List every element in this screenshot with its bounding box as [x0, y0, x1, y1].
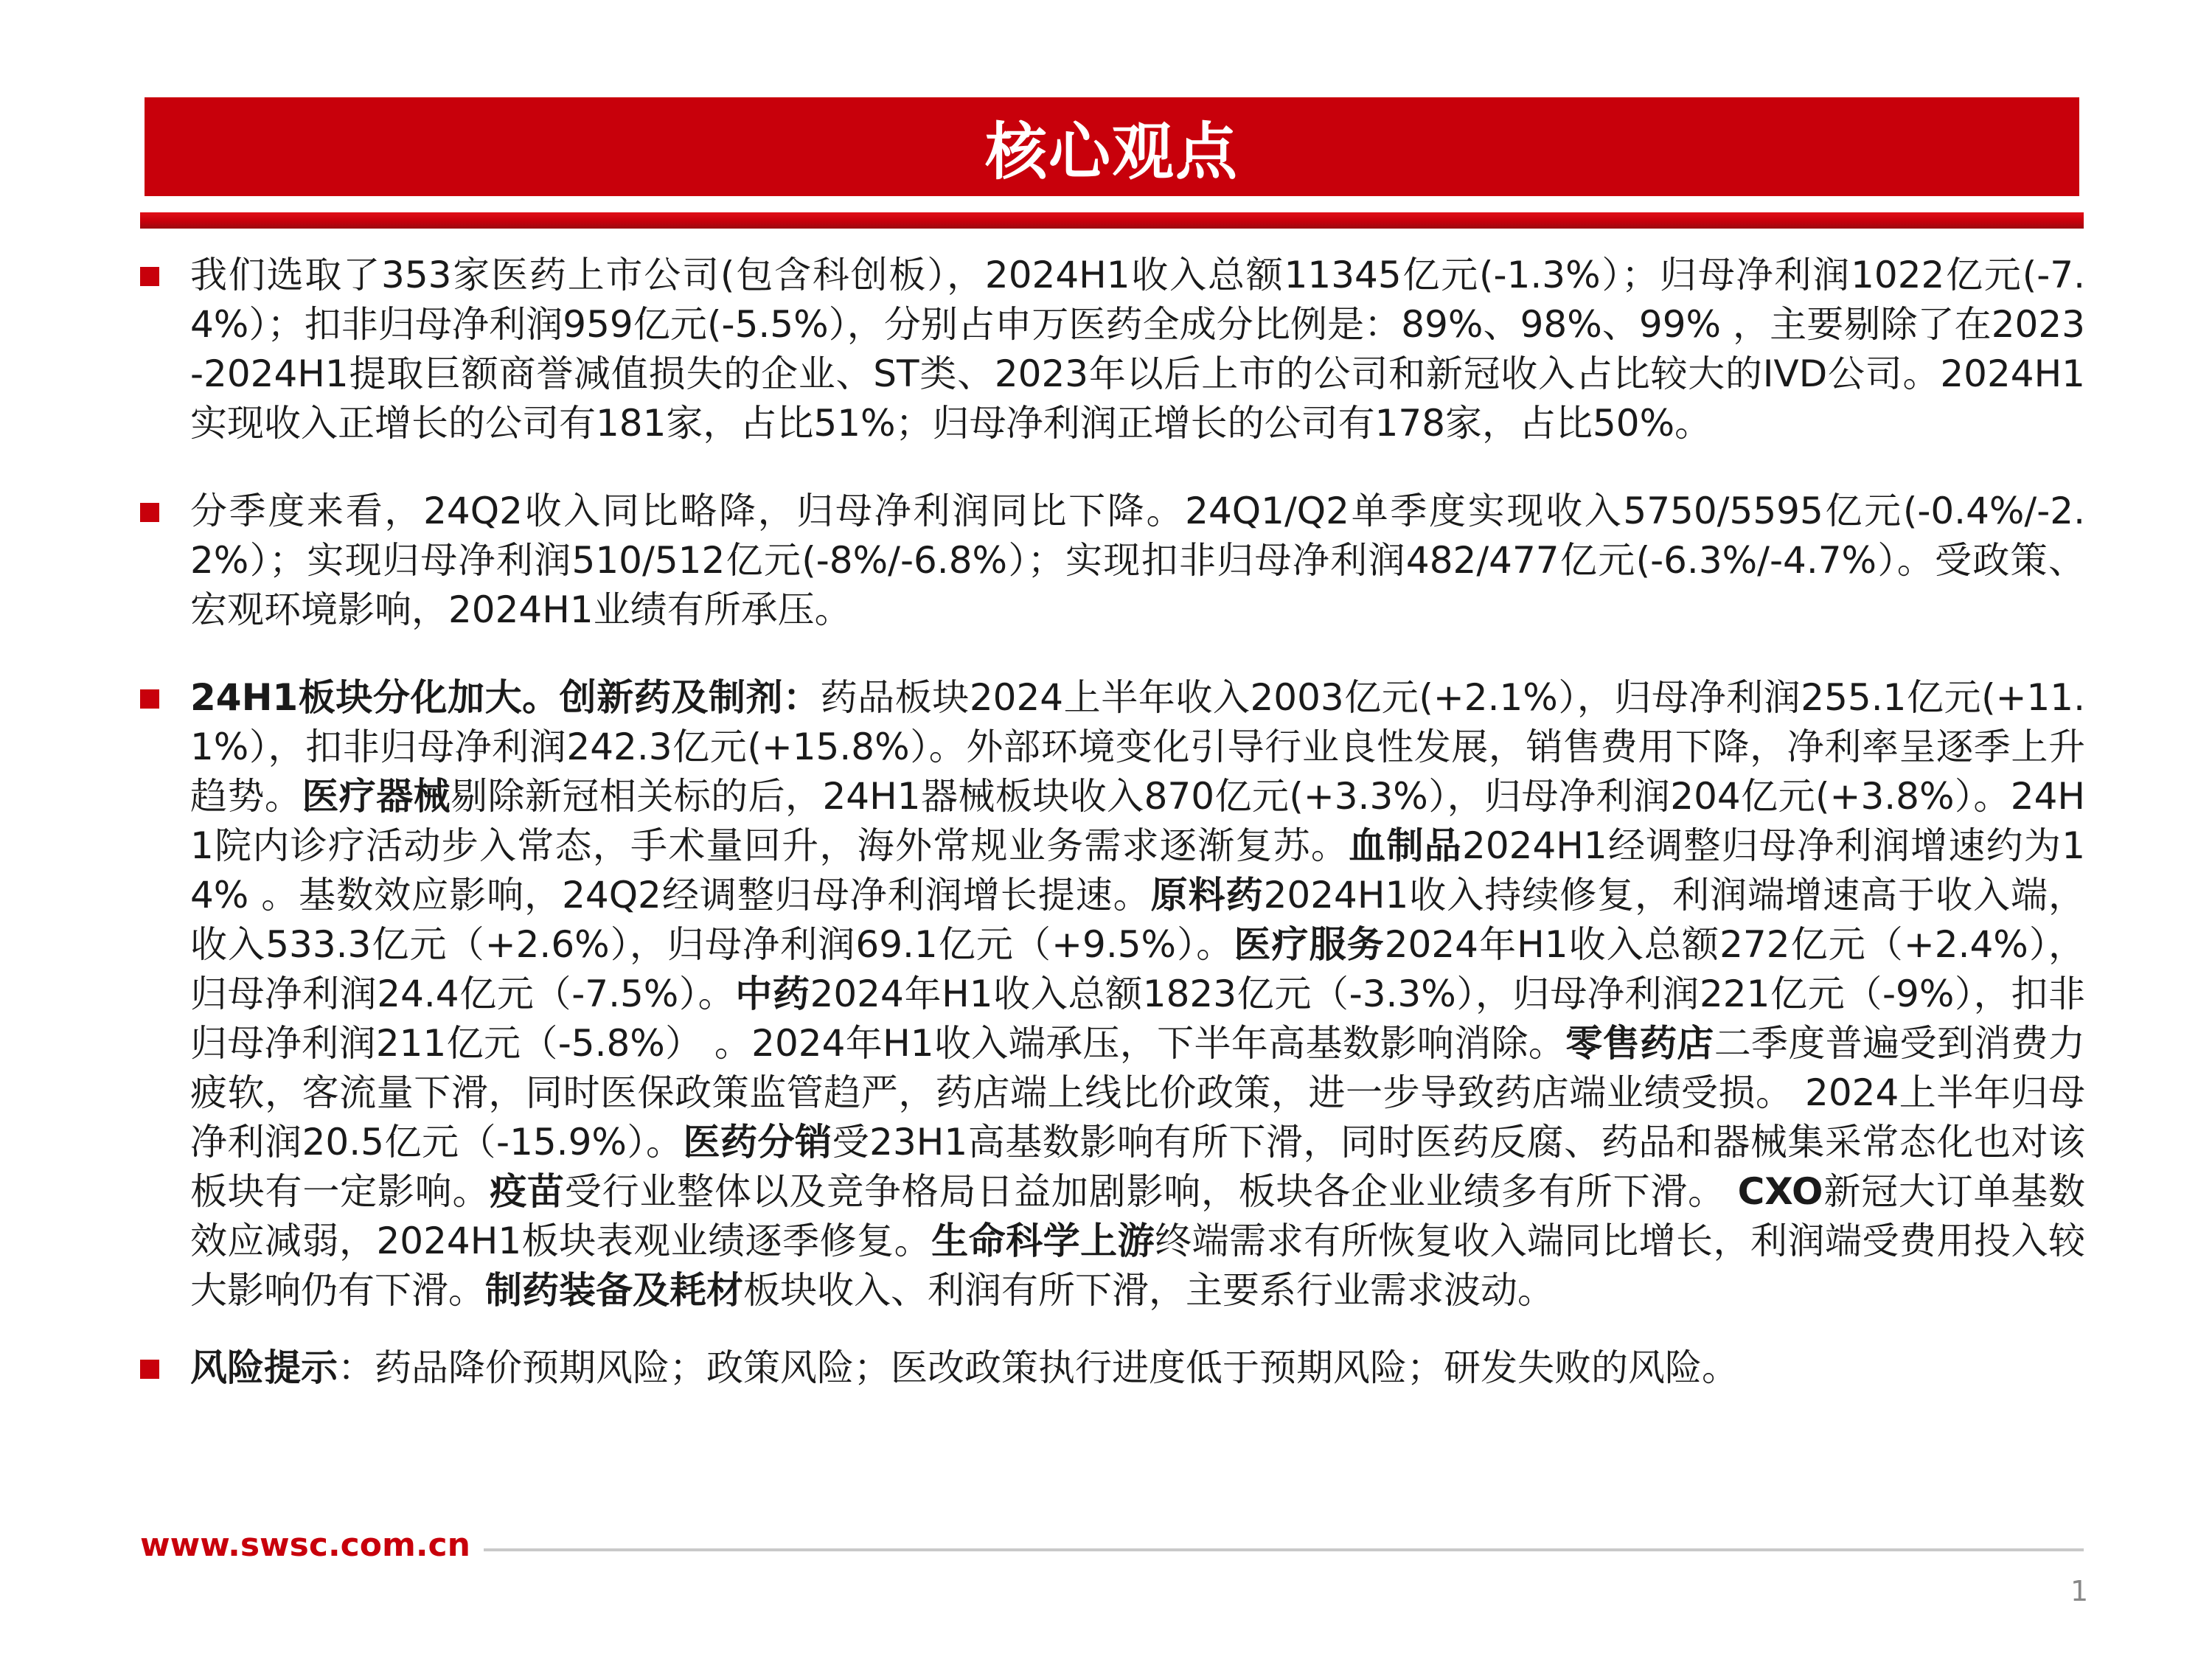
bold-keyword: 原料药: [1150, 874, 1264, 917]
bullet-quarterly-view: [139, 487, 2085, 635]
bold-keyword: 风险提示: [190, 1346, 338, 1389]
bullet-square-icon: [140, 267, 159, 286]
bold-keyword: 制药装备及耗材: [485, 1269, 743, 1312]
bold-keyword: 医药分销: [683, 1121, 832, 1164]
bold-keyword: CXO: [1737, 1170, 1823, 1213]
text-run: 受23H1高基数影响有所下滑，同时医药反腐、药品和器械集采常态化也对该板块有一定影响。: [190, 1121, 2086, 1213]
page-number: 1: [2070, 1575, 2089, 1607]
footer-divider: [484, 1548, 2084, 1551]
bold-keyword: 医疗服务: [1234, 923, 1385, 966]
text-run: ：药品降价预期风险；政策风险；医改政策执行进度低于预期风险；研发失败的风险。: [338, 1346, 1739, 1389]
bullet-segment-divergence: [139, 673, 2085, 1315]
text-run: 我们选取了353家医药上市公司(包含科创板），2024H1收入总额11345亿元(-1.3%）；归母净利润1022亿元(-7.4%）；扣非归母净利润959亿元(-5.5%），分别占申万医药全成分比例是：89%、98%、99% ，主要剔除了在2023-2024H1提取巨额商誉减值损失的企业、ST类、2023年以后上市的公司和新冠收入占比较大的IVD公司。2024H1实现收入正增长的公司有181家，占比51%；归母净利润正增长的公司有178家，占比50%。: [190, 254, 2085, 445]
text-run: 终端需求有所恢复收入端同比增长，利润端受费用投入较大影响仍有下滑。: [190, 1220, 2086, 1312]
text-run: 2024H1经调整归母净利润增速约为14% 。基数效应影响，24Q2经调整归母净利润增长提速。: [190, 824, 2086, 917]
text-run: 2024H1收入持续修复，利润端增速高于收入端，收入533.3亿元（+2.6%），归母净利润69.1亿元（+9.5%）。: [190, 874, 2086, 966]
bullet-square-icon: [140, 689, 159, 709]
page-title: 核心观点: [984, 115, 1239, 188]
bullet-sample-overview: [139, 251, 2085, 448]
text-run: 分季度来看，24Q2收入同比略降，归母净利润同比下降。24Q1/Q2单季度实现收入5750/5595亿元(-0.4%/-2.2%）；实现归母净利润510/512亿元(-8%/-6.8%）；实现扣非归母净利润482/477亿元(-6.3%/-4.7%）。受政策、宏观环境影响，2024H1业绩有所承压。: [190, 490, 2085, 631]
bold-keyword: 血制品: [1349, 824, 1463, 867]
bold-keyword: 24H1板块分化加大。创新药及制剂：: [190, 676, 821, 719]
bold-keyword: 医疗器械: [302, 775, 451, 818]
bold-keyword: 生命科学上游: [931, 1220, 1155, 1262]
text-run: 2024年H1收入总额272亿元（+2.4%），归母净利润24.4亿元（-7.5%）。: [190, 923, 2086, 1015]
bold-keyword: 中药: [735, 973, 810, 1015]
text-run: 二季度普遍受到消费力疲软，客流量下滑，同时医保政策监管趋严，药店端上线比价政策，进一步导致药店端业绩受损。 2024上半年归母净利润20.5亿元（-15.9%）。: [190, 1022, 2086, 1164]
footer-website-link[interactable]: www.swsc.com.cn: [140, 1526, 470, 1564]
bullet-text: [190, 490, 2085, 631]
bullet-risk-warning: [139, 1343, 2085, 1393]
bullet-text: [190, 1346, 1739, 1389]
bold-keyword: 零售药店: [1565, 1022, 1714, 1065]
text-run: 2024年H1收入总额1823亿元（-3.3%），归母净利润221亿元（-9%），扣非归母净利润211亿元（-5.8%） 。2024年H1收入端承压，下半年高基数影响消除。: [190, 973, 2085, 1065]
key-points-list: [139, 243, 2085, 1393]
text-run: 受行业整体以及竞争格局日益加剧影响，板块各企业业绩多有所下滑。: [564, 1170, 1738, 1213]
text-run: 药品板块2024上半年收入2003亿元(+2.1%），归母净利润255.1亿元(+11.1%），扣非归母净利润242.3亿元(+15.8%）。外部环境变化引导行业良性发展，销售费用下降，净利率呈逐季上升趋势。: [190, 676, 2085, 818]
bullet-text: [190, 676, 2085, 1312]
text-run: 新冠大订单基数效应减弱，2024H1板块表观业绩逐季修复。: [190, 1170, 2086, 1262]
bullet-text: [190, 254, 2085, 445]
title-underline: [140, 212, 2084, 229]
bullet-square-icon: [140, 503, 159, 522]
text-run: 剔除新冠相关标的后，24H1器械板块收入870亿元(+3.3%），归母净利润204亿元(+3.8%）。24H1院内诊疗活动步入常态，手术量回升，海外常规业务需求逐渐复苏。: [190, 775, 2086, 867]
bold-keyword: 疫苗: [490, 1170, 565, 1213]
title-banner: [145, 97, 2079, 196]
bullet-square-icon: [140, 1360, 159, 1379]
text-run: 板块收入、利润有所下滑，主要系行业需求波动。: [743, 1269, 1554, 1312]
